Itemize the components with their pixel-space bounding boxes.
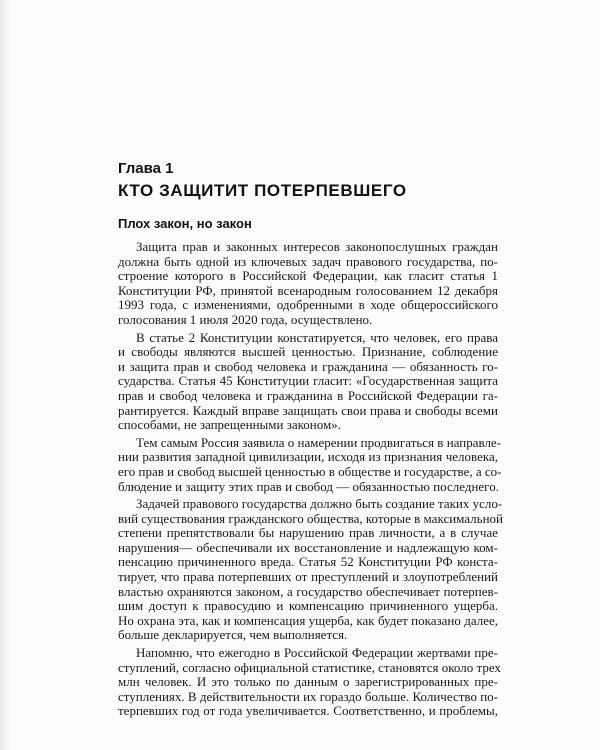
paragraph [118,496,504,643]
text-line: В статье 2 Конституции констатируется, что человек, его права [136,329,498,345]
text-line: Но охрана эта, как и компенсация ущерба, как будет показано далее, [118,612,498,628]
text-line: прав и свобод человека и гражданина в Российской Федерации га- [118,387,498,403]
text-line: ступлениях. В действительности их гораздо больше. Количество по- [118,688,498,704]
text-line: сударства. Статья 45 Конституции гласит: «Государственная защита [118,373,498,389]
text-line: рантируется. Каждый вправе защищать свои права и свободы всеми [118,402,498,418]
text-line: пенсацию причиненного вреда. Статья 52 Конституции РФ конста- [118,554,498,570]
text-line: нии развития западной цивилизации, исходя из признания человека, [118,449,498,465]
text-line: Конституции РФ, принятой всенародным голосованием 12 декабря [118,282,498,298]
text-line: 1993 года, с изменениями, одобренными в ходе общероссийского [118,297,498,313]
text-line: терпевших год от года увеличивается. Соответственно, и проблемы, [118,703,498,719]
text-line: и свободы являются высшей ценностью. Признание, соблюдение [118,344,498,360]
body-text [118,239,504,722]
text-line: блюдение и защиту этих прав и свобод — обязанностью последнего. [118,478,499,494]
chapter-label: Глава 1 [118,160,174,177]
text-line: тирует, что права потерпевших от преступлений и злоупотреблений [118,569,498,585]
text-line: степени препятствовали бы нарушению прав личности, а в случае [118,525,498,541]
text-line: вий существования гражданского общества, которые в максимальной [118,510,504,526]
text-line: шим доступ к правосудию и компенсацию причиненного ущерба. [118,598,498,614]
text-line: голосования 1 июля 2020 года, осуществлено. [118,311,373,327]
text-line: Напомню, что ежегодно в Российской Федерации жертвами пре- [136,645,498,661]
text-line: ступлений, согласно официальной статистике, становятся около трех [118,659,501,675]
text-line: строение которого в Российской Федерации, как гласит статья 1 [118,268,498,284]
paragraph [118,434,502,494]
scan-edge-shadow [0,0,12,750]
section-title: Плох закон, но закон [118,216,252,231]
text-line: властью охраняются законом, а государство обеспечивает потерпев- [118,583,498,599]
text-line: и защита прав и свобод человека и гражданина — обязанность го- [118,358,498,374]
text-line: Задачей правового государства должно быть создание таких усло- [136,496,503,512]
paragraph [118,331,498,433]
text-line: должна быть одной из ключевых задач правового государства, по- [118,253,498,269]
text-line: млн человек. И это только по данным о зарегистрированных пре- [118,674,498,690]
text-line: Тем самым Россия заявила о намерении продвигаться в направле- [136,434,502,450]
text-line: Защита прав и законных интересов законопослушных граждан [136,239,498,254]
text-line: способами, не запрещенными законом». [118,417,341,433]
text-line: его прав и свобод высшей ценностью в обществе и государстве, а со- [118,463,502,479]
paragraph [118,240,498,328]
chapter-title: КТО ЗАЩИТИТ ПОТЕРПЕВШЕГО [118,181,407,200]
text-line: нарушения— обеспечивали их восстановление и надлежащую ком- [118,539,498,555]
text-line: больше декларируется, чем выполняется. [118,627,348,643]
paragraph [118,645,501,719]
